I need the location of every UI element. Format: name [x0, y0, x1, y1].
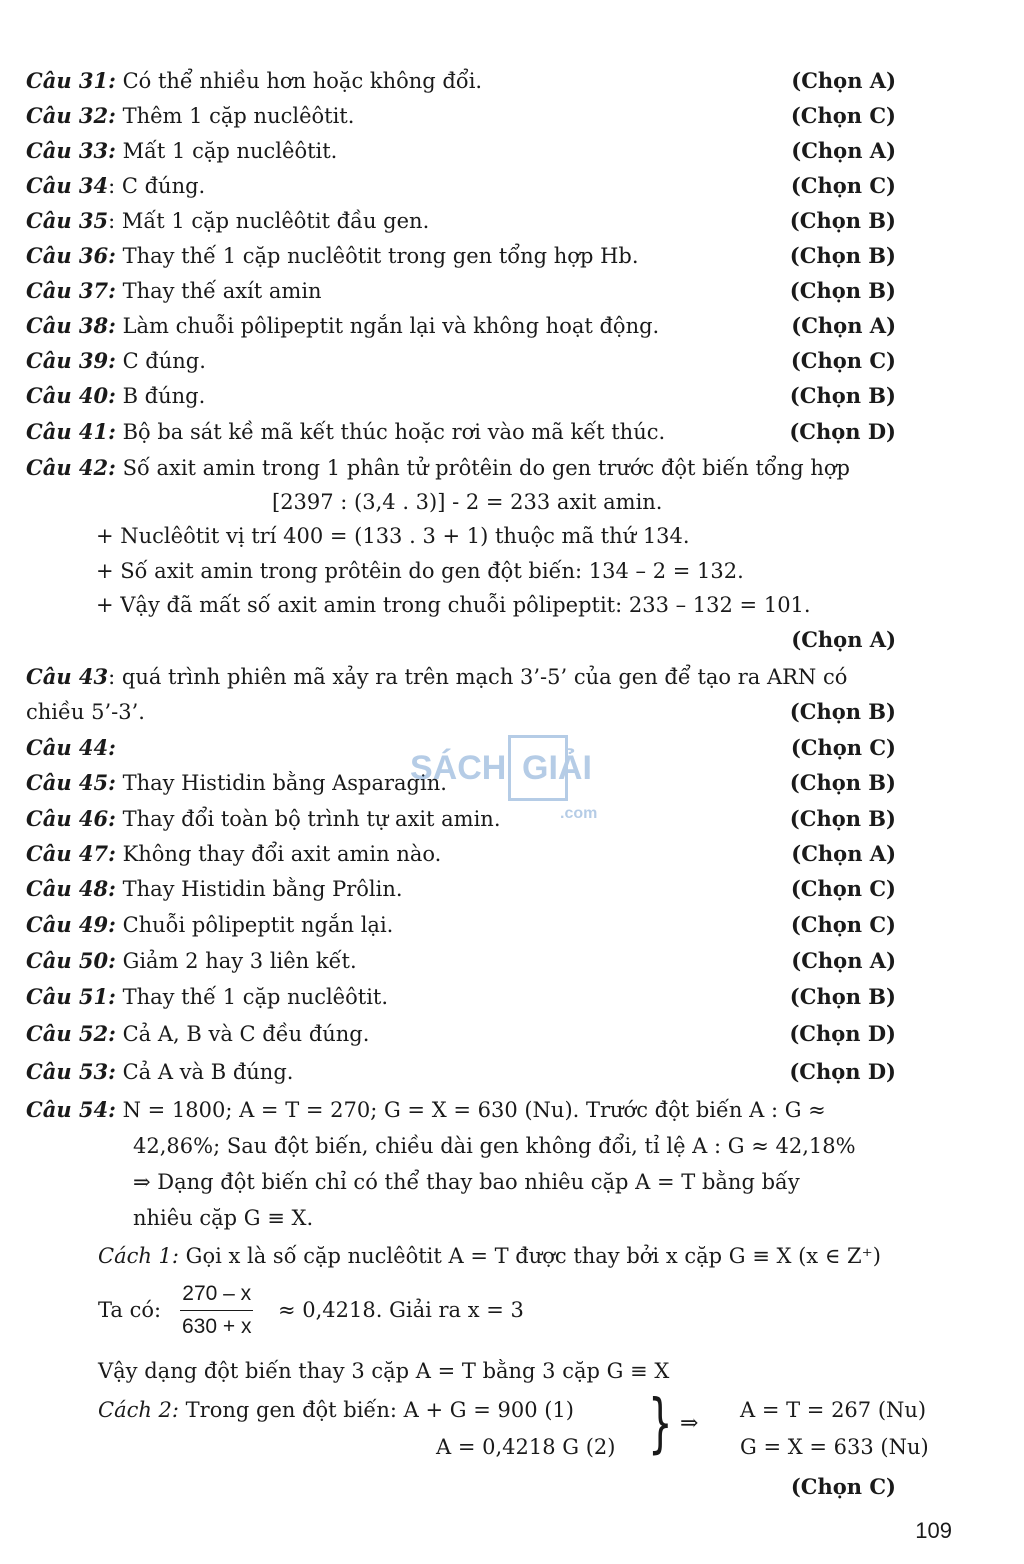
question-label: Câu 38: [26, 313, 116, 338]
question-text: N = 1800; A = T = 270; G = X = 630 (Nu). Trước đột biến A : G ≈ [115, 1098, 826, 1122]
answer-row-38 [26, 309, 896, 343]
fraction-denominator: 630 + x [182, 1315, 252, 1338]
answer-text: Thay Histidin bằng Asparagin. [115, 771, 447, 795]
answer-text: Không thay đổi axit amin nào. [115, 842, 442, 866]
question-label: Câu 41: [26, 419, 116, 444]
question-42-formula: [2397 : (3,4 . 3)] - 2 = 233 axit amin. [272, 490, 663, 514]
right-brace: } [648, 1387, 673, 1461]
question-label: Câu 54: [26, 1097, 116, 1122]
question-label: Câu 37: [26, 278, 116, 303]
answer-text: : C đúng. [108, 174, 206, 198]
question-label: Câu 48: [26, 876, 116, 901]
answer-text: Làm chuỗi pôlipeptit ngắn lại và không hoạt động. [115, 314, 660, 338]
question-54-line-1 [26, 1093, 826, 1127]
question-54-answer-row [26, 1470, 896, 1504]
question-54-line-4: nhiêu cặp G ≡ X. [133, 1206, 314, 1230]
question-label: Câu 33: [26, 138, 116, 163]
watermark-logo [410, 735, 620, 835]
answer-choice: (Chọn A) [791, 68, 896, 93]
answer-text: Thay Histidin bằng Prôlin. [115, 877, 403, 901]
answer-row-49 [26, 908, 896, 942]
answer-row-48 [26, 872, 896, 906]
answer-choice: (Chọn C) [790, 1474, 896, 1499]
question-label: Câu 31: [26, 68, 116, 93]
answer-text: C đúng. [115, 349, 206, 373]
answer-row-35 [26, 204, 896, 238]
answer-choice: (Chọn A) [791, 841, 896, 866]
answer-choice: (Chọn D) [789, 1021, 896, 1046]
answer-row-36 [26, 239, 896, 273]
answer-choice: (Chọn B) [789, 770, 896, 795]
question-label: Câu 36: [26, 243, 116, 268]
answer-choice: (Chọn A) [791, 138, 896, 163]
question-42-step-1: + Nuclêôtit vị trí 400 = (133 . 3 + 1) thuộc mã thứ 134. [96, 524, 690, 548]
watermark-text-giai: GIẢI [522, 749, 592, 787]
answer-choice: (Chọn C) [790, 348, 896, 373]
answer-choice: (Chọn B) [789, 984, 896, 1009]
question-text: Số axit amin trong 1 phân tử prôtêin do gen trước đột biến tổng hợp [115, 456, 850, 480]
question-label: Câu 34 [26, 173, 109, 198]
method-2-label: Cách 2: [98, 1398, 179, 1422]
question-54-line-2: 42,86%; Sau đột biến, chiều dài gen không đổi, tỉ lệ A : G ≈ 42,18% [133, 1134, 856, 1158]
question-label: Câu 53: [26, 1059, 116, 1084]
method-1-text: Gọi x là số cặp nuclêôtit A = T được thay bởi x cặp G ≡ X (x ∈ Z⁺) [179, 1244, 881, 1268]
page-number: 109 [915, 1518, 952, 1543]
question-label: Câu 51: [26, 984, 116, 1009]
answer-text: Có thể nhiều hơn hoặc không đổi. [115, 69, 483, 93]
answer-row-47 [26, 837, 896, 871]
answer-row-40 [26, 379, 896, 413]
fraction-numerator: 270 – x [180, 1278, 253, 1311]
answer-row-39 [26, 344, 896, 378]
method-2-text: Trong gen đột biến: A + G = 900 (1) [179, 1398, 574, 1422]
question-label: Câu 44: [26, 735, 116, 760]
answer-choice: (Chọn B) [789, 383, 896, 408]
answer-text: Cả A và B đúng. [115, 1060, 294, 1084]
answer-row-32 [26, 99, 896, 133]
answer-row-50 [26, 944, 896, 978]
question-label: Câu 39: [26, 348, 116, 373]
question-label: Câu 47: [26, 841, 116, 866]
answer-choice: (Chọn C) [790, 103, 896, 128]
watermark-text-sach: SÁCH [410, 749, 507, 787]
method-1-line [98, 1239, 881, 1273]
answer-text: Bộ ba sát kề mã kết thúc hoặc rơi vào mã kết thúc. [115, 420, 666, 444]
fraction [180, 1278, 253, 1343]
answer-text: Thay thế 1 cặp nuclêôtit trong gen tổng hợp Hb. [115, 244, 639, 268]
answer-choice: (Chọn A) [791, 948, 896, 973]
answer-row-41 [26, 415, 896, 449]
answer-choice: (Chọn B) [789, 208, 896, 233]
answer-row-51 [26, 980, 896, 1014]
question-43-text [26, 660, 847, 694]
answer-text: Chuỗi pôlipeptit ngắn lại. [115, 913, 394, 937]
answer-choice: (Chọn D) [789, 419, 896, 444]
answer-choice: (Chọn B) [789, 699, 896, 724]
answer-text: Giảm 2 hay 3 liên kết. [115, 949, 357, 973]
answer-text: Thay thế 1 cặp nuclêôtit. [115, 985, 389, 1009]
method-1-label: Cách 1: [98, 1244, 179, 1268]
method-2-line-1 [98, 1393, 574, 1427]
question-43-answer-row [26, 695, 896, 729]
question-label: Câu 32: [26, 103, 116, 128]
question-42-answer-row [26, 623, 896, 657]
result-line-1: A = T = 267 (Nu) [740, 1398, 927, 1422]
answer-row-37 [26, 274, 896, 308]
answer-choice: (Chọn C) [790, 735, 896, 760]
question-label: Câu 35 [26, 208, 109, 233]
answer-text: Mất 1 cặp nuclêôtit. [115, 139, 338, 163]
answer-row-33 [26, 134, 896, 168]
method-2-line-2: A = 0,4218 G (2) [436, 1435, 616, 1459]
answer-choice: (Chọn B) [789, 243, 896, 268]
answer-choice: (Chọn B) [789, 278, 896, 303]
question-label: Câu 49: [26, 912, 116, 937]
result-line-2: G = X = 633 (Nu) [740, 1435, 929, 1459]
answer-text: Cả A, B và C đều đúng. [115, 1022, 370, 1046]
taco-label: Ta có: [98, 1298, 162, 1322]
answer-row-53 [26, 1055, 896, 1089]
answer-choice: (Chọn C) [790, 912, 896, 937]
conclusion-line: Vậy dạng đột biến thay 3 cặp A = T bằng 3 cặp G ≡ X [98, 1359, 670, 1383]
answer-choice: (Chọn D) [789, 1059, 896, 1084]
watermark-text-com: .com [560, 805, 598, 822]
answer-text: : Mất 1 cặp nuclêôtit đầu gen. [108, 209, 430, 233]
answer-text: Thay thế axít amin [115, 279, 322, 303]
question-label: Câu 40: [26, 383, 116, 408]
question-42-intro [26, 451, 850, 485]
question-label: Câu 52: [26, 1021, 116, 1046]
taco-result: ≈ 0,4218. Giải ra x = 3 [278, 1298, 524, 1322]
answer-choice: (Chọn B) [789, 806, 896, 831]
answer-text: B đúng. [115, 384, 206, 408]
question-label: Câu 43 [26, 664, 109, 689]
question-text-cont: chiều 5’-3’. [26, 700, 145, 724]
answer-row-34 [26, 169, 896, 203]
answer-choice: (Chọn C) [790, 173, 896, 198]
question-42-step-2: + Số axit amin trong prôtêin do gen đột biến: 134 – 2 = 132. [96, 559, 744, 583]
implies-arrow: ⇒ [680, 1411, 699, 1436]
question-label: Câu 42: [26, 455, 116, 480]
answer-text: Thay đổi toàn bộ trình tự axit amin. [115, 807, 501, 831]
question-label: Câu 46: [26, 806, 116, 831]
question-label: Câu 50: [26, 948, 116, 973]
answer-row-52 [26, 1017, 896, 1051]
answer-choice: (Chọn A) [791, 313, 896, 338]
answer-text: Thêm 1 cặp nuclêôtit. [115, 104, 355, 128]
answer-choice: (Chọn C) [790, 876, 896, 901]
question-42-step-3: + Vậy đã mất số axit amin trong chuỗi pôlipeptit: 233 – 132 = 101. [96, 593, 811, 617]
answer-row-31 [26, 64, 896, 98]
question-label: Câu 45: [26, 770, 116, 795]
question-54-line-3: ⇒ Dạng đột biến chỉ có thể thay bao nhiêu cặp A = T bằng bấy [133, 1170, 800, 1194]
question-text: : quá trình phiên mã xảy ra trên mạch 3’-5’ của gen để tạo ra ARN có [108, 665, 848, 689]
answer-choice: (Chọn A) [791, 627, 896, 652]
